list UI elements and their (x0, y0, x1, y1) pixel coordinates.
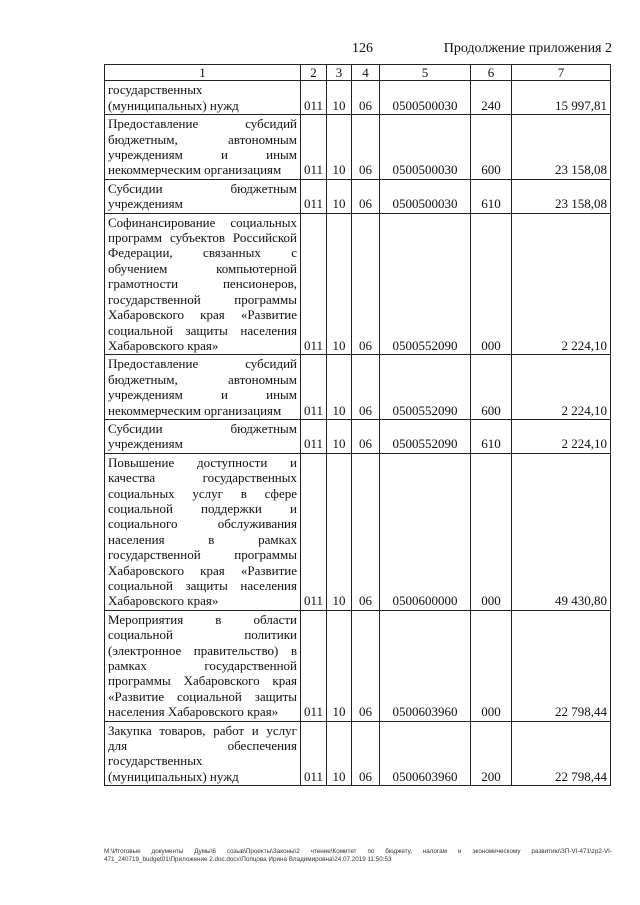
amount: 22 798,44 (512, 721, 611, 786)
chapter-code: 10 (327, 419, 352, 453)
row-name: Предоставление субсидий бюджетным, автономным учреждениям и иным некоммерческим организациям (105, 115, 301, 180)
subchapter-code: 06 (352, 115, 380, 180)
col-number: 5 (380, 65, 471, 81)
table-row (105, 721, 611, 786)
column-number-row (105, 65, 611, 81)
row-name: Субсидии бюджетным учреждениям (105, 179, 301, 213)
row-name: государственных (муниципальных) нужд (105, 81, 301, 115)
chapter-code: 10 (327, 179, 352, 213)
target-article-code: 0500500030 (380, 179, 471, 213)
table-row (105, 213, 611, 355)
expense-type-code: 600 (471, 115, 512, 180)
row-name: Повышение доступности и качества государственных социальных услуг в сфере социальной поддержки и социального обслуживания населения в рамках государственной программы Хабаровского края «Развитие социальной защиты населения Хабаровского края» (105, 453, 301, 610)
target-article-code: 0500552090 (380, 419, 471, 453)
expense-type-code: 610 (471, 419, 512, 453)
row-name: Предоставление субсидий бюджетным, автономным учреждениям и иным некоммерческим организациям (105, 355, 301, 420)
amount: 23 158,08 (512, 179, 611, 213)
budget-table (104, 64, 611, 786)
target-article-code: 0500552090 (380, 355, 471, 420)
col-number: 1 (105, 65, 301, 81)
section-code: 011 (301, 179, 327, 213)
amount: 2 224,10 (512, 419, 611, 453)
row-name: Субсидии бюджетным учреждениям (105, 419, 301, 453)
col-number: 6 (471, 65, 512, 81)
col-number: 3 (327, 65, 352, 81)
expense-type-code: 000 (471, 453, 512, 610)
subchapter-code: 06 (352, 81, 380, 115)
expense-type-code: 240 (471, 81, 512, 115)
target-article-code: 0500552090 (380, 213, 471, 355)
expense-type-code: 000 (471, 610, 512, 721)
continuation-title: Продолжение приложения 2 (443, 41, 612, 56)
subchapter-code: 06 (352, 213, 380, 355)
col-number: 7 (512, 65, 611, 81)
section-code: 011 (301, 419, 327, 453)
section-code: 011 (301, 721, 327, 786)
table-row (105, 179, 611, 213)
target-article-code: 0500600000 (380, 453, 471, 610)
subchapter-code: 06 (352, 610, 380, 721)
amount: 15 997,81 (512, 81, 611, 115)
chapter-code: 10 (327, 115, 352, 180)
chapter-code: 10 (327, 81, 352, 115)
target-article-code: 0500603960 (380, 721, 471, 786)
target-article-code: 0500603960 (380, 610, 471, 721)
chapter-code: 10 (327, 453, 352, 610)
section-code: 011 (301, 355, 327, 420)
amount: 2 224,10 (512, 355, 611, 420)
amount: 22 798,44 (512, 610, 611, 721)
chapter-code: 10 (327, 721, 352, 786)
table-row (105, 453, 611, 610)
chapter-code: 10 (327, 213, 352, 355)
amount: 49 430,80 (512, 453, 611, 610)
table-row (105, 355, 611, 420)
expense-type-code: 610 (471, 179, 512, 213)
subchapter-code: 06 (352, 419, 380, 453)
expense-type-code: 200 (471, 721, 512, 786)
table-row (105, 115, 611, 180)
subchapter-code: 06 (352, 453, 380, 610)
row-name: Закупка товаров, работ и услуг для обеспечения государственных (муниципальных) нужд (105, 721, 301, 786)
section-code: 011 (301, 213, 327, 355)
section-code: 011 (301, 610, 327, 721)
section-code: 011 (301, 81, 327, 115)
col-number: 2 (301, 65, 327, 81)
subchapter-code: 06 (352, 179, 380, 213)
chapter-code: 10 (327, 610, 352, 721)
amount: 2 224,10 (512, 213, 611, 355)
table-row (105, 610, 611, 721)
page-number: 126 (352, 41, 373, 56)
subchapter-code: 06 (352, 721, 380, 786)
expense-type-code: 600 (471, 355, 512, 420)
file-path-footer: M:\Итоговые документы Думы\6 созыв\Проекты\Законы\2 чтение\Комитет по бюджету, налогам и экономическому развитию\ЗП-VI-471\zp2-VI-471_240719_budget01\Приложение 2.doc.docx\Попцова Ирина Владимировна\24.07.2019 11:50:53 (104, 848, 612, 863)
section-code: 011 (301, 453, 327, 610)
target-article-code: 0500500030 (380, 115, 471, 180)
col-number: 4 (352, 65, 380, 81)
amount: 23 158,08 (512, 115, 611, 180)
target-article-code: 0500500030 (380, 81, 471, 115)
row-name: Мероприятия в области социальной политики (электронное правительство) в рамках государственной программы Хабаровского края «Развитие социальной защиты населения Хабаровского края» (105, 610, 301, 721)
table-row (105, 81, 611, 115)
table-body (105, 65, 611, 786)
table-row (105, 419, 611, 453)
section-code: 011 (301, 115, 327, 180)
row-name: Софинансирование социальных программ субъектов Российской Федерации, связанных с обучением компьютерной грамотности пенсионеров, государственной программы Хабаровского края «Развитие социальной защиты населения Хабаровского края» (105, 213, 301, 355)
chapter-code: 10 (327, 355, 352, 420)
subchapter-code: 06 (352, 355, 380, 420)
expense-type-code: 000 (471, 213, 512, 355)
